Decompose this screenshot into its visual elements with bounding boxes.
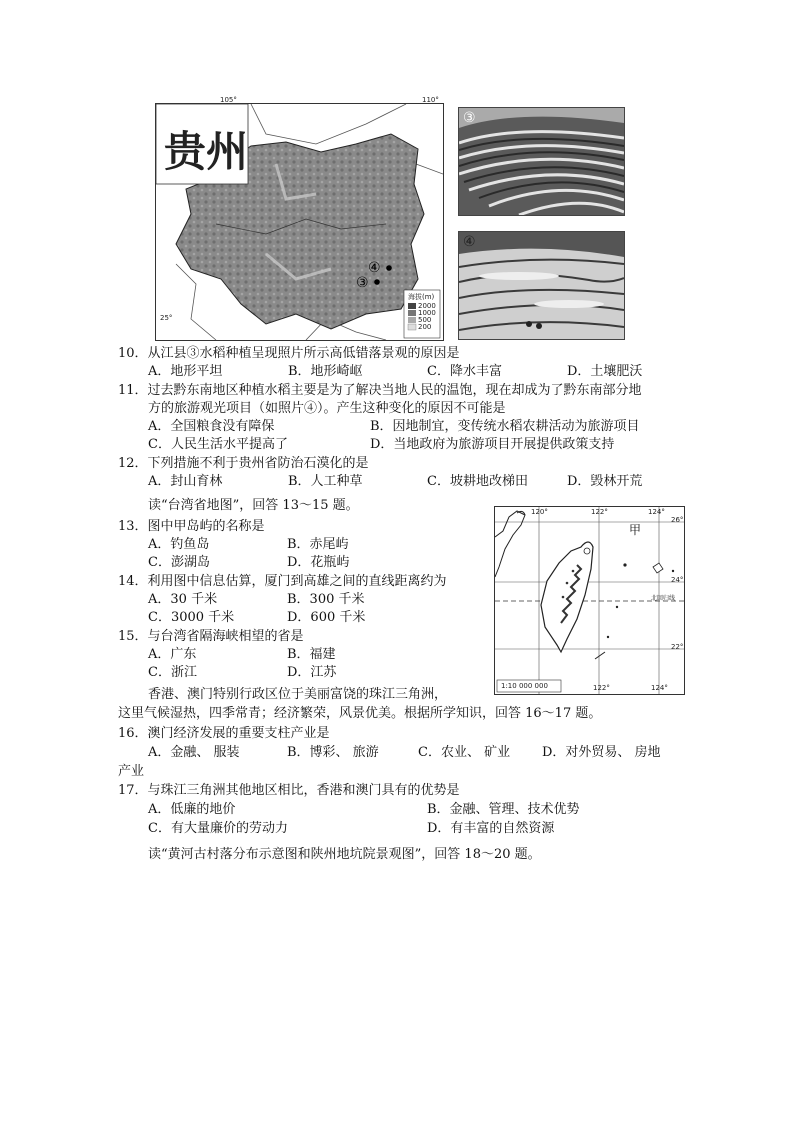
taiwan-lat-24: 24°: [671, 576, 684, 584]
q10-stem: 10．从江县③水稻种植呈现照片所示高低错落景观的原因是: [118, 346, 460, 361]
island-jia-label: 甲: [629, 523, 642, 537]
q11-stem-line2: 方的旅游观光项目（如照片④）。产生这种变化的原因不可能是: [148, 401, 506, 416]
q13-option-b: B．赤尾屿: [287, 537, 349, 552]
calligraphy-guizhou: 贵州: [164, 127, 249, 176]
legend-level-2000: 2000: [418, 302, 436, 310]
q11-option-a: A．全国粮食没有障保: [148, 419, 275, 434]
q15-option-d: D．江苏: [287, 665, 337, 680]
taiwan-lon-124-bottom: 124°: [651, 684, 668, 692]
q10-option-b: B．地形崎岖: [288, 364, 363, 379]
lon-105-label: 105°: [220, 96, 237, 104]
q12-option-c: C．坡耕地改梯田: [427, 474, 528, 489]
marker-dot-3: [374, 279, 380, 285]
q11-stem-line1: 11．过去黔东南地区种植水稻主要是为了解决当地人民的温饱，现在却成为了黔东南部分地: [118, 383, 642, 398]
intro-13-15: 读“台湾省地图”，回答 13～15 题。: [148, 498, 359, 513]
photo4-label: ④: [463, 234, 476, 250]
q17-option-d: D．有丰富的自然资源: [427, 821, 555, 836]
taiwan-scale: 1:10 000 000: [501, 682, 548, 690]
taiwan-map: [494, 506, 685, 695]
guizhou-map: [155, 103, 444, 341]
q16-option-c: C．农业、 矿业: [418, 745, 511, 760]
q14-option-c: C．3000 千米: [148, 610, 235, 625]
q16-option-d: D．对外贸易、 房地: [542, 745, 661, 760]
legend-level-1000: 1000: [418, 309, 436, 317]
q14-option-b: B．300 千米: [287, 592, 365, 607]
q14-option-a: A．30 千米: [148, 592, 218, 607]
q17-option-b: B．金融、管理、技术优势: [427, 802, 580, 817]
q16-option-a: A．金融、 服装: [148, 745, 240, 760]
q16-option-d-cont: 产业: [118, 764, 145, 779]
intro-16-17-line1: 香港、澳门特别行政区位于美丽富饶的珠江三角洲，: [148, 687, 448, 702]
guizhou-map-graphic: [156, 104, 443, 340]
q13-stem: 13．图中甲岛屿的名称是: [118, 519, 265, 534]
taiwan-island: [541, 542, 593, 652]
q17-stem: 17．与珠江三角洲其他地区相比，香港和澳门具有的优势是: [118, 783, 460, 798]
q13-option-c: C．澎湖岛: [148, 555, 210, 570]
q13-option-d: D．花瓶屿: [287, 555, 350, 570]
q13-option-a: A．钓鱼岛: [148, 537, 210, 552]
taiwan-lon-122-bottom: 122°: [593, 684, 610, 692]
q15-option-a: A．广东: [148, 647, 197, 662]
q10-option-c: C．降水丰富: [427, 364, 502, 379]
lat-25-label: 25°: [160, 314, 173, 322]
q11-option-c: C．人民生活水平提高了: [148, 437, 288, 452]
taiwan-lon-122-top: 122°: [591, 508, 608, 516]
taiwan-lon-120: 120°: [531, 508, 548, 516]
lon-110-label: 110°: [422, 96, 439, 104]
q12-option-d: D．毁林开荒: [567, 474, 643, 489]
q12-option-a: A．封山育林: [148, 474, 223, 489]
intro-16-17-line2: 这里气候湿热，四季常青；经济繁荣，风景优美。根据所学知识，回答 16～17 题。: [118, 706, 602, 721]
q16-option-b: B．博彩、 旅游: [287, 745, 379, 760]
q17-option-a: A．低廉的地价: [148, 802, 236, 817]
taiwan-lon-124-top: 124°: [648, 508, 665, 516]
taiwan-lat-22: 22°: [671, 643, 684, 651]
q14-option-d: D．600 千米: [287, 610, 366, 625]
intro-18-20: 读“黄河古村落分布示意图和陕州地坑院景观图”，回答 18～20 题。: [148, 847, 541, 862]
q15-stem: 15．与台湾省隔海峡相望的省是: [118, 629, 304, 644]
legend-title: 海拔(m): [408, 293, 435, 301]
photo3-label: ③: [463, 110, 476, 126]
legend-level-500: 500: [418, 316, 432, 324]
tropic-label: 北回归线: [651, 595, 676, 602]
marker-4-label: ④: [368, 260, 381, 276]
q10-option-d: D．土壤肥沃: [567, 364, 643, 379]
q12-stem: 12．下列措施不利于贵州省防治石漠化的是: [118, 456, 369, 471]
photo-terraces-3: [458, 107, 625, 216]
marker-dot-4: [386, 265, 392, 271]
q17-option-c: C．有大量廉价的劳动力: [148, 821, 288, 836]
q10-option-a: A．地形平坦: [148, 364, 223, 379]
q12-option-b: B．人工种草: [288, 474, 363, 489]
legend-level-200: 200: [418, 323, 432, 331]
marker-3-label: ③: [356, 275, 369, 291]
q15-option-c: C．浙江: [148, 665, 197, 680]
q14-stem: 14．利用图中信息估算，厦门到高雄之间的直线距离约为: [118, 574, 447, 589]
q15-option-b: B．福建: [287, 647, 336, 662]
q11-option-d: D．当地政府为旅游项目开展提供政策支持: [370, 437, 615, 452]
taiwan-lat-26: 26°: [671, 516, 684, 524]
q11-option-b: B．因地制宜，变传统水稻农耕活动为旅游项目: [370, 419, 640, 434]
photo-terraces-4: [458, 231, 625, 340]
q16-stem: 16．澳门经济发展的重要支柱产业是: [118, 726, 330, 741]
